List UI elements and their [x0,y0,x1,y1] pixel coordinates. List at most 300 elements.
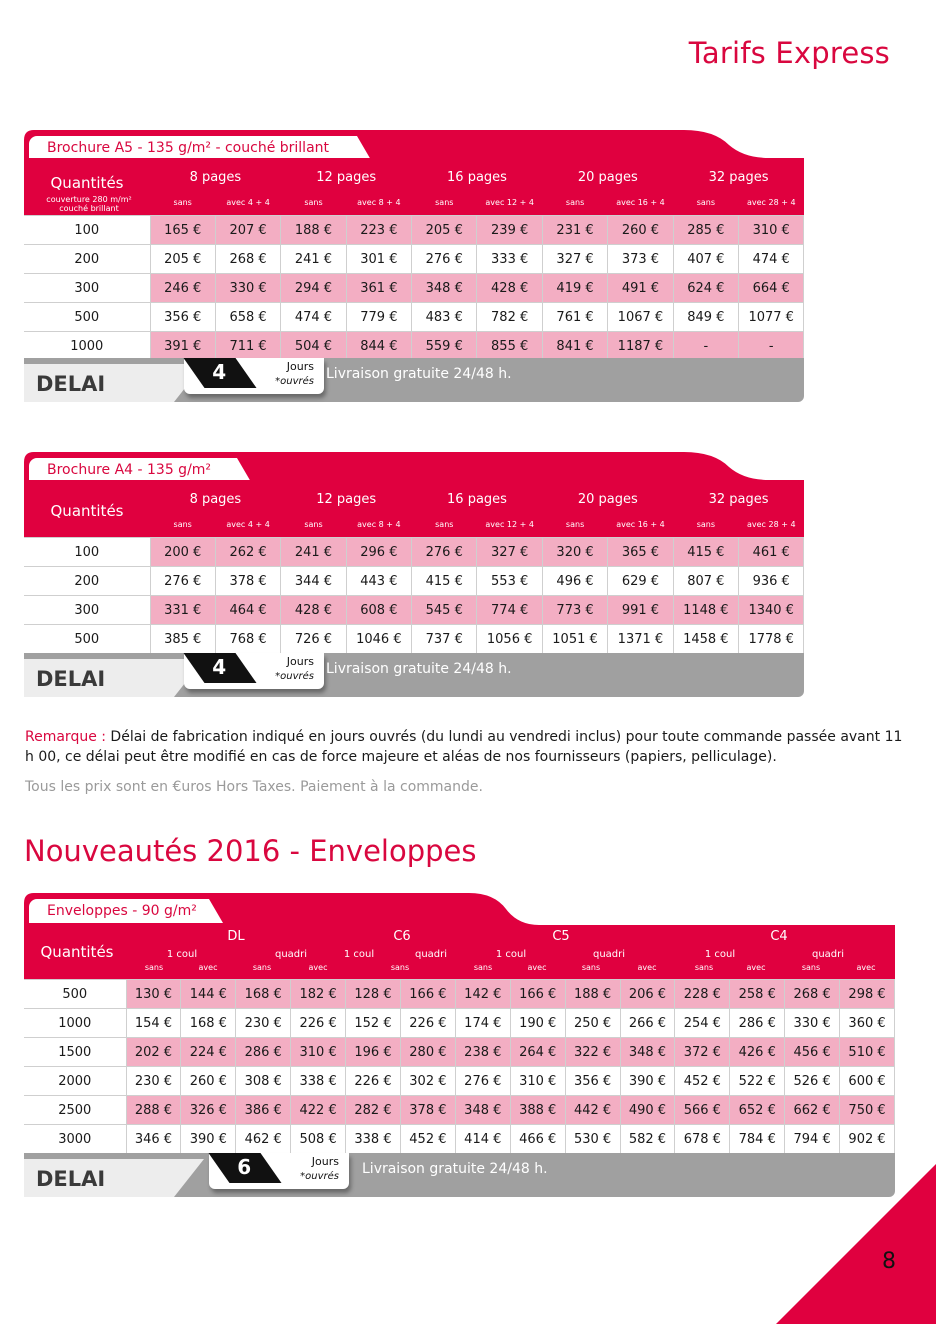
price-cell: 346 € [126,1125,181,1154]
table-title [29,458,237,482]
jours-label: Jours [286,360,314,373]
price-cell: 310 € [739,216,804,245]
price-cell: 658 € [215,303,280,332]
price-cell: 385 € [150,625,215,654]
group-header: 12 pages [316,170,377,185]
price-cell: 664 € [739,274,804,303]
price-cell: 566 € [675,1096,730,1125]
color-header: quadri [811,949,845,960]
sub-header: sans [144,963,164,972]
price-cell: 807 € [673,567,738,596]
price-cell: 600 € [840,1067,895,1096]
price-cell: 296 € [346,538,411,567]
price-cell: 388 € [510,1096,565,1125]
price-cell: 415 € [673,538,738,567]
price-cell: 737 € [412,625,477,654]
sub-header: avec 28 + 4 [747,198,796,207]
price-cell: 238 € [455,1038,510,1067]
price-cell: 246 € [150,274,215,303]
color-header: 1 coul [495,949,527,960]
price-cell: 545 € [412,596,477,625]
sub-header: sans [304,520,323,529]
price-cell: 378 € [215,567,280,596]
price-cell: 1778 € [739,625,804,654]
price-cell: 142 € [455,980,510,1009]
price-cell: 322 € [565,1038,620,1067]
price-cell: 466 € [510,1125,565,1154]
sub-header: sans [173,198,192,207]
price-cell: 526 € [785,1067,840,1096]
price-cell: 258 € [730,980,785,1009]
table-row [24,1038,895,1067]
qty-cell: 500 [24,625,150,654]
qty-cell: 500 [24,303,150,332]
price-cell: 202 € [126,1038,181,1067]
price-cell: 428 € [281,596,346,625]
price-cell: 356 € [565,1067,620,1096]
price-cell: 250 € [565,1009,620,1038]
price-cell: 294 € [281,274,346,303]
sub-header: avec 4 + 4 [226,520,270,529]
page-number: 8 [882,1249,896,1274]
price-cell: 391 € [150,332,215,361]
price-cell: 188 € [281,216,346,245]
table-row [24,538,804,567]
color-header: quadri [274,949,308,960]
price-cell: 510 € [840,1038,895,1067]
price-cell: 559 € [412,332,477,361]
price-cell: 456 € [785,1038,840,1067]
sub-header: sans [581,963,601,972]
table-row [24,274,804,303]
price-cell: 344 € [281,567,346,596]
price-cell: 276 € [412,245,477,274]
price-cell: 462 € [236,1125,291,1154]
price-cell: 629 € [608,567,673,596]
table-row [24,1067,895,1096]
price-cell: 461 € [739,538,804,567]
group-header: 8 pages [189,492,242,507]
qty-cell: 100 [24,216,150,245]
sub-header: avec 8 + 4 [357,198,401,207]
delai-label: DELAI [36,372,106,396]
price-cell: 285 € [673,216,738,245]
table-row [24,1096,895,1125]
price-cell: 282 € [346,1096,401,1125]
sub-header: sans [801,963,821,972]
price-cell: 188 € [565,980,620,1009]
qty-cell: 1500 [24,1038,126,1067]
days-card [209,1153,349,1189]
table-enveloppes [24,893,895,1193]
price-cell: 855 € [477,332,542,361]
sub-header: avec 12 + 4 [485,520,534,529]
remark-lead: Remarque : [25,729,106,745]
price-cell: 464 € [215,596,280,625]
sub-header: avec [856,963,876,972]
price-cell: 327 € [542,245,607,274]
price-cell: 241 € [281,538,346,567]
price-cell: 452 € [400,1125,455,1154]
sub-header: sans [696,520,716,529]
price-cell: 224 € [181,1038,236,1067]
sub-header: avec [198,963,218,972]
price-cell: 130 € [126,980,181,1009]
sub-header: avec [746,963,766,972]
days-number: 6 [237,1155,252,1179]
price-cell: 310 € [510,1067,565,1096]
group-header: 8 pages [189,170,242,185]
format-header: C4 [770,929,788,944]
price-cell: 991 € [608,596,673,625]
sub-header: sans [252,963,272,972]
price-cell: 205 € [412,216,477,245]
price-cell: 241 € [281,245,346,274]
price-cell: 276 € [455,1067,510,1096]
price-cell: 330 € [215,274,280,303]
sub-header: avec 8 + 4 [357,520,401,529]
price-cell: 1187 € [608,332,673,361]
price-cell: 407 € [673,245,738,274]
price-cell: 320 € [542,538,607,567]
ouvres-label: *ouvrés [300,1171,339,1182]
price-cell: 266 € [620,1009,675,1038]
sub-header: sans [435,520,454,529]
price-cell: 276 € [412,538,477,567]
price-cell: 356 € [150,303,215,332]
qty-header: Quantités [50,174,124,192]
sub-header: sans [696,198,716,207]
delai-bar [24,653,804,697]
price-grid [24,979,895,1154]
price-cell: 228 € [675,980,730,1009]
sub-header: sans [435,198,454,207]
table-title [29,136,357,160]
price-cell: 239 € [477,216,542,245]
price-cell: 474 € [739,245,804,274]
price-cell: 768 € [215,625,280,654]
qty-cell: 300 [24,596,150,625]
price-cell: 443 € [346,567,411,596]
qty-cell: 300 [24,274,150,303]
sub-header: sans [173,520,192,529]
price-cell: 779 € [346,303,411,332]
color-header: quadri [414,949,448,960]
price-cell: 750 € [840,1096,895,1125]
table-row [24,625,804,654]
price-cell: 522 € [730,1067,785,1096]
price-cell: 268 € [215,245,280,274]
format-header: DL [227,929,245,944]
price-cell: - [673,332,738,361]
price-cell: 298 € [840,980,895,1009]
price-cell: 365 € [608,538,673,567]
price-cell: 268 € [785,980,840,1009]
price-cell: 168 € [236,980,291,1009]
table-brochure-a4 [24,452,804,697]
price-cell: 206 € [620,980,675,1009]
price-cell: 902 € [840,1125,895,1154]
price-cell: 348 € [455,1096,510,1125]
price-cell: 774 € [477,596,542,625]
price-cell: 205 € [150,245,215,274]
livraison-text: Livraison gratuite 24/48 h. [326,366,512,382]
price-cell: 844 € [346,332,411,361]
price-cell: 230 € [126,1067,181,1096]
price-cell: 280 € [400,1038,455,1067]
price-cell: 841 € [542,332,607,361]
price-cell: 174 € [455,1009,510,1038]
price-cell: 286 € [236,1038,291,1067]
color-header: 1 coul [343,949,375,960]
price-cell: 144 € [181,980,236,1009]
price-cell: 1077 € [739,303,804,332]
group-header: 20 pages [577,492,638,507]
price-cell: 1046 € [346,625,411,654]
price-cell: 582 € [620,1125,675,1154]
group-header: 16 pages [447,492,507,507]
days-text [275,360,314,389]
qty-cell: 200 [24,567,150,596]
price-cell: 327 € [477,538,542,567]
price-cell: 361 € [346,274,411,303]
table-title-text: Brochure A4 - 135 g/m² [47,462,212,478]
price-cell: 504 € [281,332,346,361]
format-header: C5 [552,929,570,944]
sub-header: avec 12 + 4 [485,198,534,207]
price-cell: 761 € [542,303,607,332]
price-cell: 483 € [412,303,477,332]
sub-header: avec 28 + 4 [747,520,796,529]
price-cell: 608 € [346,596,411,625]
days-card [184,358,324,394]
price-cell: 442 € [565,1096,620,1125]
price-cell: 200 € [150,538,215,567]
price-cell: 1051 € [542,625,607,654]
qty-cell: 1000 [24,332,150,361]
price-cell: 794 € [785,1125,840,1154]
price-cell: 390 € [181,1125,236,1154]
ouvres-label: *ouvrés [275,376,314,387]
remark-text: Délai de fabrication indiqué en jours ouvrés (du lundi au vendredi inclus) pour toute commande passée avant 11 h 00, ce délai peut être modifié en cas de force majeure et aléas de nos fournisseurs (papiers, pelliculage). [25,729,903,765]
price-cell: 166 € [510,980,565,1009]
price-cell: 849 € [673,303,738,332]
price-cell: 1148 € [673,596,738,625]
group-header: 12 pages [316,492,377,507]
price-cell: 182 € [291,980,346,1009]
sub-header: sans [304,198,323,207]
table-title-text: Enveloppes - 90 g/m² [47,903,197,919]
section-title: Nouveautés 2016 - Enveloppes [24,834,477,868]
price-cell: 330 € [785,1009,840,1038]
price-cell: 226 € [346,1067,401,1096]
price-cell: 624 € [673,274,738,303]
price-cell: 338 € [291,1067,346,1096]
price-cell: 168 € [181,1009,236,1038]
price-cell: 428 € [477,274,542,303]
table-row [24,1125,895,1154]
price-grid [24,215,804,361]
price-grid [24,537,804,654]
price-cell: 331 € [150,596,215,625]
price-cell: 773 € [542,596,607,625]
price-cell: 936 € [739,567,804,596]
price-cell: 338 € [346,1125,401,1154]
table-row [24,216,804,245]
price-cell: 496 € [542,567,607,596]
price-cell: 262 € [215,538,280,567]
price-cell: 302 € [400,1067,455,1096]
table-row [24,332,804,361]
price-cell: 652 € [730,1096,785,1125]
price-cell: 226 € [400,1009,455,1038]
qty-cell: 100 [24,538,150,567]
price-cell: 726 € [281,625,346,654]
price-cell: 372 € [675,1038,730,1067]
price-cell: 678 € [675,1125,730,1154]
price-cell: 166 € [400,980,455,1009]
price-cell: 711 € [215,332,280,361]
table-title [29,899,209,923]
sub-header: avec [527,963,547,972]
price-cell: 333 € [477,245,542,274]
table-row [24,303,804,332]
price-cell: 386 € [236,1096,291,1125]
sub-header: sans [390,963,410,972]
price-cell: 230 € [236,1009,291,1038]
sub-header: avec 16 + 4 [616,520,665,529]
days-badge [183,358,256,388]
color-header: 1 coul [166,949,198,960]
sub-header: sans [694,963,714,972]
qty-cell: 500 [24,980,126,1009]
price-cell: 378 € [400,1096,455,1125]
price-cell: 190 € [510,1009,565,1038]
days-badge [183,653,256,683]
qty-cell: 200 [24,245,150,274]
jours-label: Jours [311,1155,339,1168]
price-cell: 196 € [346,1038,401,1067]
price-cell: 223 € [346,216,411,245]
days-badge [208,1153,281,1183]
qty-cell: 2000 [24,1067,126,1096]
qty-header: Quantités [40,943,114,961]
price-cell: 784 € [730,1125,785,1154]
price-cell: 276 € [150,567,215,596]
price-note: Tous les prix sont en €uros Hors Taxes. Paiement à la commande. [25,779,483,795]
sub-header: sans [565,520,585,529]
table-row [24,245,804,274]
price-cell: 452 € [675,1067,730,1096]
days-number: 4 [212,655,227,679]
qty-cell: 2500 [24,1096,126,1125]
days-text [275,655,314,684]
price-cell: 360 € [840,1009,895,1038]
color-header: 1 coul [704,949,736,960]
price-cell: 373 € [608,245,673,274]
price-cell: 390 € [620,1067,675,1096]
ouvres-label: *ouvrés [275,671,314,682]
price-cell: 553 € [477,567,542,596]
days-number: 4 [212,360,227,384]
sub-header: avec [308,963,328,972]
price-cell: 1458 € [673,625,738,654]
price-cell: 348 € [620,1038,675,1067]
group-header: 32 pages [708,170,769,185]
price-cell: 207 € [215,216,280,245]
price-cell: 491 € [608,274,673,303]
table-row [24,1009,895,1038]
page-title: Tarifs Express [688,36,890,70]
price-cell: 254 € [675,1009,730,1038]
days-card [184,653,324,689]
price-cell: 260 € [608,216,673,245]
price-cell: 419 € [542,274,607,303]
price-cell: 348 € [412,274,477,303]
table-title-text: Brochure A5 - 135 g/m² - couché brillant [47,140,330,156]
price-cell: 426 € [730,1038,785,1067]
price-cell: 301 € [346,245,411,274]
livraison-text: Livraison gratuite 24/48 h. [326,661,512,677]
price-cell: 264 € [510,1038,565,1067]
remark [25,727,905,767]
sub-header: avec 16 + 4 [616,198,665,207]
price-cell: 415 € [412,567,477,596]
delai-label: DELAI [36,1167,106,1191]
price-cell: - [739,332,804,361]
price-cell: 1371 € [608,625,673,654]
price-cell: 260 € [181,1067,236,1096]
delai-bar [24,358,804,402]
jours-label: Jours [286,655,314,668]
table-row [24,596,804,625]
price-cell: 152 € [346,1009,401,1038]
sub-header: avec [637,963,657,972]
price-cell: 288 € [126,1096,181,1125]
price-cell: 128 € [346,980,401,1009]
qty-cell: 3000 [24,1125,126,1154]
page-corner [776,1164,936,1324]
days-text [300,1155,339,1184]
price-cell: 782 € [477,303,542,332]
sub-header: avec 4 + 4 [226,198,270,207]
table-row [24,567,804,596]
price-cell: 231 € [542,216,607,245]
table-brochure-a5 [24,130,804,402]
group-header: 16 pages [447,170,507,185]
price-cell: 1056 € [477,625,542,654]
delai-bar [24,1153,895,1197]
price-cell: 226 € [291,1009,346,1038]
livraison-text: Livraison gratuite 24/48 h. [362,1161,548,1177]
price-cell: 308 € [236,1067,291,1096]
price-cell: 662 € [785,1096,840,1125]
price-cell: 165 € [150,216,215,245]
format-header: C6 [393,929,411,944]
group-header: 20 pages [577,170,638,185]
price-cell: 154 € [126,1009,181,1038]
color-header: quadri [592,949,626,960]
qty-cell: 1000 [24,1009,126,1038]
price-cell: 1067 € [608,303,673,332]
price-cell: 326 € [181,1096,236,1125]
price-cell: 530 € [565,1125,620,1154]
price-cell: 422 € [291,1096,346,1125]
qty-header: Quantités [50,502,124,520]
qty-sub: couverture 280 m/m² couché brillant [46,195,132,213]
price-cell: 490 € [620,1096,675,1125]
table-row [24,980,895,1009]
